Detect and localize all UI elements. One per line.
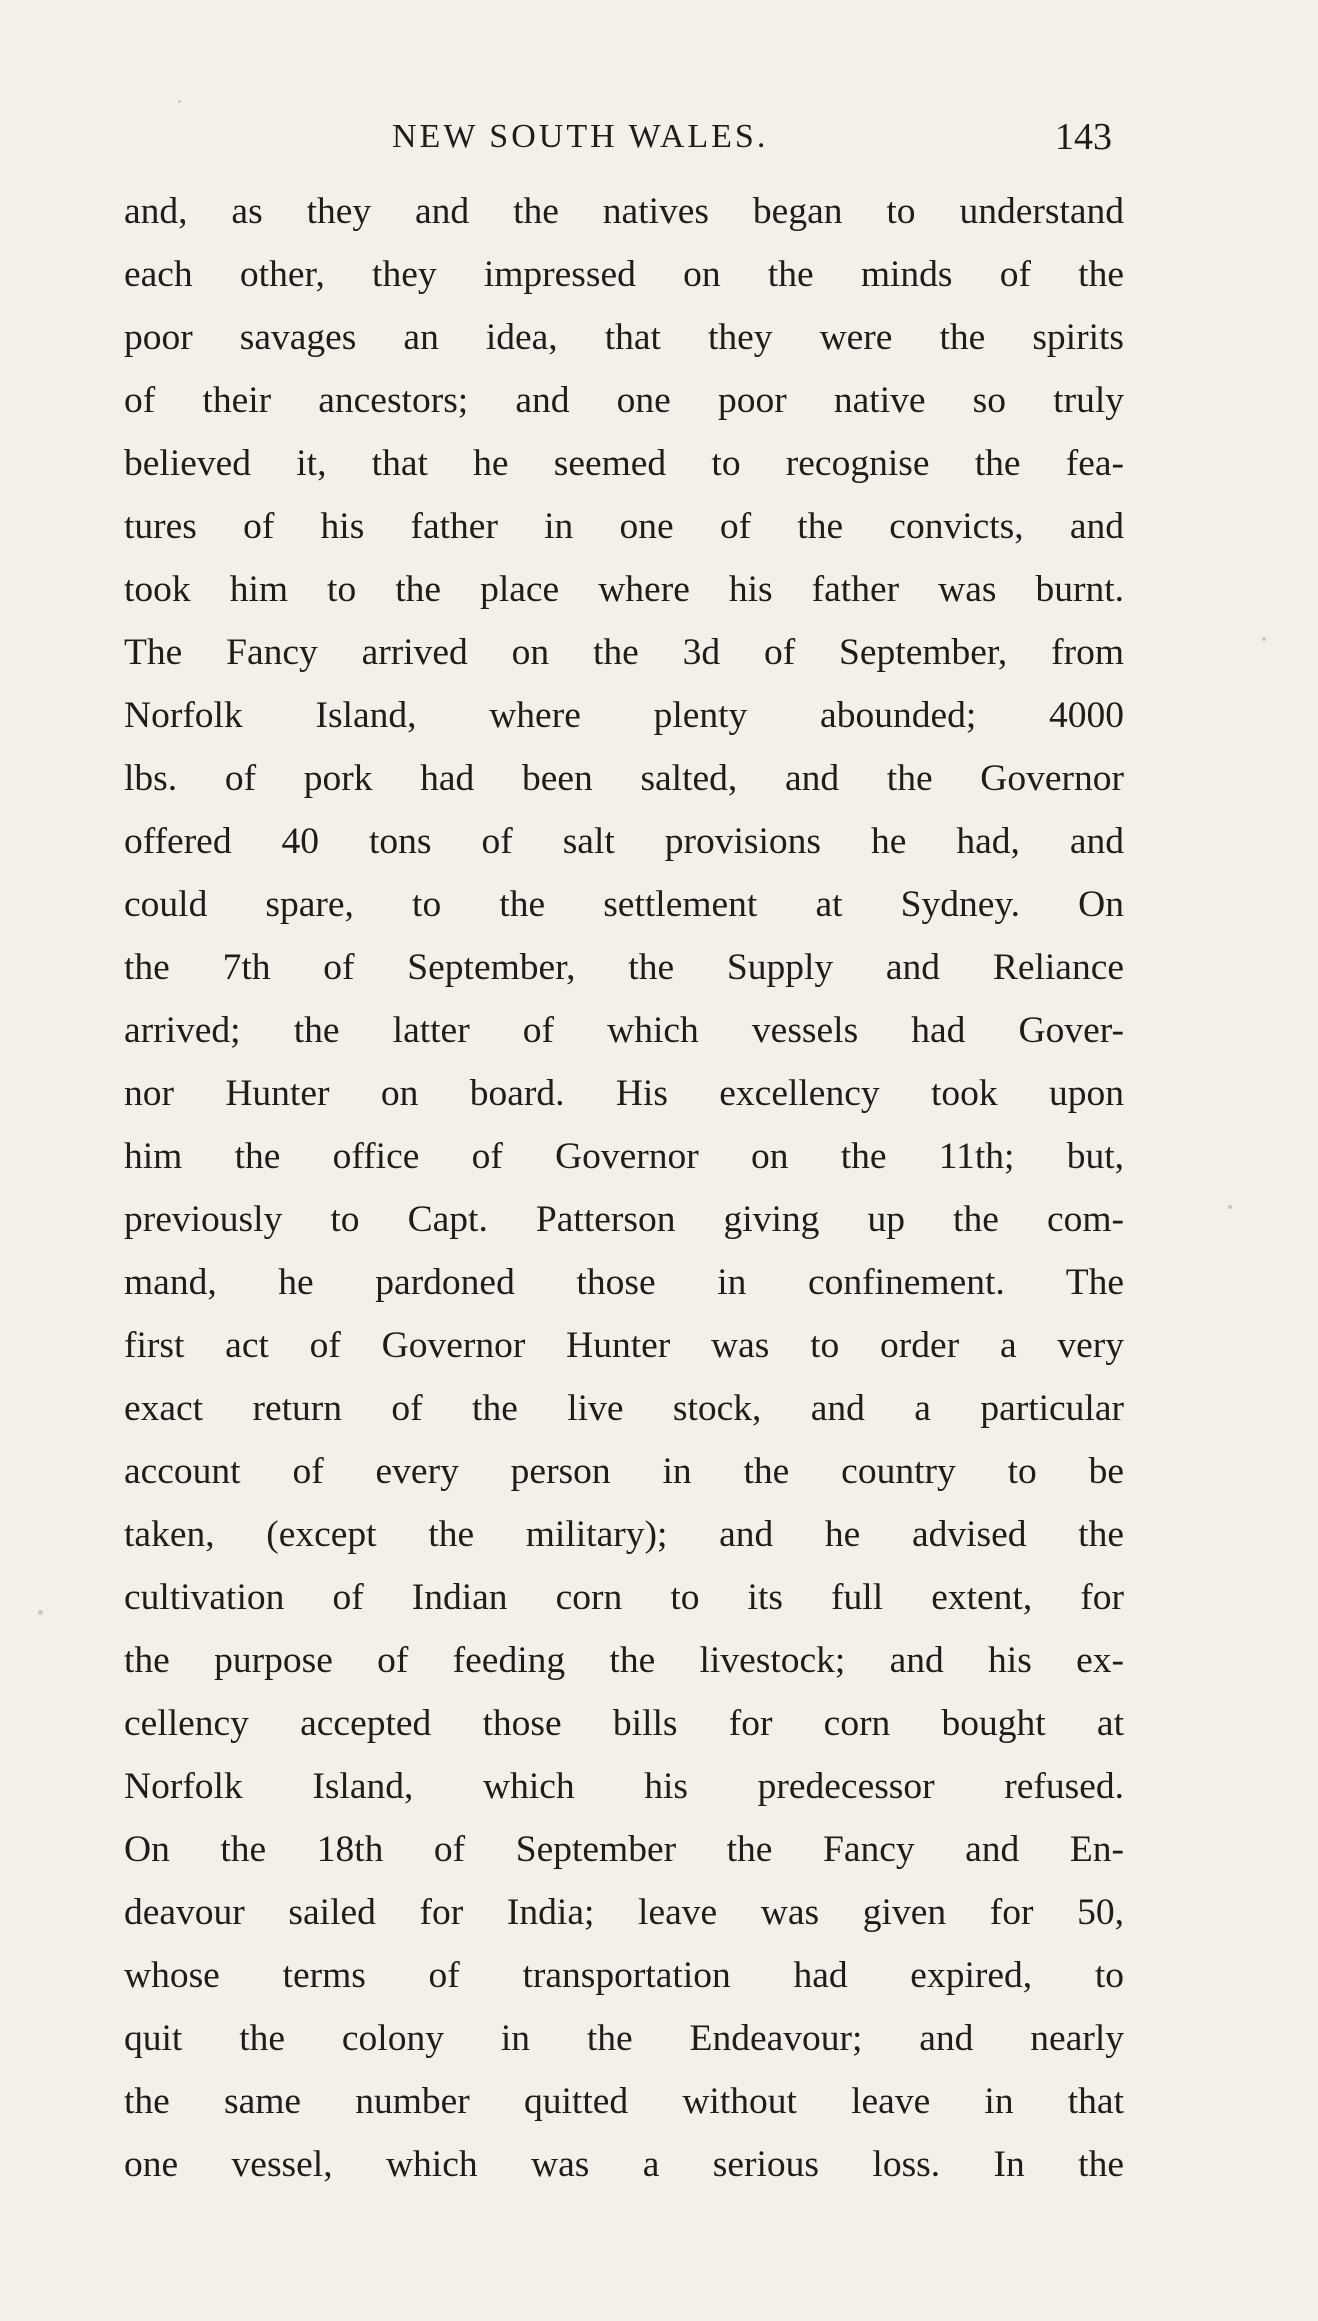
text-line: lbs. of pork had been salted, and the Governor xyxy=(124,758,1124,799)
text-line: each other, they impressed on the minds of the xyxy=(124,254,1124,295)
text-line: the same number quitted without leave in that xyxy=(124,2081,1124,2122)
text-line: cellency accepted those bills for corn bought at xyxy=(124,1703,1124,1744)
paper-speck xyxy=(38,1610,43,1615)
text-line: nor Hunter on board. His excellency took upon xyxy=(124,1073,1124,1114)
text-line: took him to the place where his father was burnt. xyxy=(124,569,1124,610)
text-line: poor savages an idea, that they were the spirits xyxy=(124,317,1124,358)
text-line: account of every person in the country to be xyxy=(124,1451,1124,1492)
paper-speck xyxy=(1262,637,1266,641)
page-number: 143 xyxy=(1055,116,1112,158)
text-line: tures of his father in one of the convicts, and xyxy=(124,506,1124,547)
text-line: him the office of Governor on the 11th; but, xyxy=(124,1136,1124,1177)
paper-speck xyxy=(178,100,181,103)
text-line: mand, he pardoned those in confinement. The xyxy=(124,1262,1124,1303)
text-line: On the 18th of September the Fancy and En- xyxy=(124,1829,1124,1870)
running-header xyxy=(392,112,1112,162)
text-line: believed it, that he seemed to recognise the fea- xyxy=(124,443,1124,484)
text-line: deavour sailed for India; leave was given for 50, xyxy=(124,1892,1124,1933)
text-line: offered 40 tons of salt provisions he had, and xyxy=(124,821,1124,862)
text-line: first act of Governor Hunter was to order a very xyxy=(124,1325,1124,1366)
text-line: quit the colony in the Endeavour; and nearly xyxy=(124,2018,1124,2059)
text-line: taken, (except the military); and he advised the xyxy=(124,1514,1124,1555)
text-line: whose terms of transportation had expired, to xyxy=(124,1955,1124,1996)
text-line: one vessel, which was a serious loss. In the xyxy=(124,2144,1124,2185)
text-line: Norfolk Island, which his predecessor refused. xyxy=(124,1766,1124,1807)
text-line: and, as they and the natives began to understand xyxy=(124,191,1124,232)
text-line: arrived; the latter of which vessels had Gover- xyxy=(124,1010,1124,1051)
paper-speck xyxy=(1228,1205,1232,1209)
text-line: Norfolk Island, where plenty abounded; 4000 xyxy=(124,695,1124,736)
text-line: cultivation of Indian corn to its full extent, for xyxy=(124,1577,1124,1618)
text-line: exact return of the live stock, and a particular xyxy=(124,1388,1124,1429)
text-line: could spare, to the settlement at Sydney. On xyxy=(124,884,1124,925)
text-line: the 7th of September, the Supply and Reliance xyxy=(124,947,1124,988)
running-title: NEW SOUTH WALES. xyxy=(392,118,769,155)
text-line: the purpose of feeding the livestock; and his ex- xyxy=(124,1640,1124,1681)
text-line: previously to Capt. Patterson giving up the com- xyxy=(124,1199,1124,1240)
body-text xyxy=(124,180,1124,2196)
text-line: The Fancy arrived on the 3d of September, from xyxy=(124,632,1124,673)
text-line: of their ancestors; and one poor native so truly xyxy=(124,380,1124,421)
